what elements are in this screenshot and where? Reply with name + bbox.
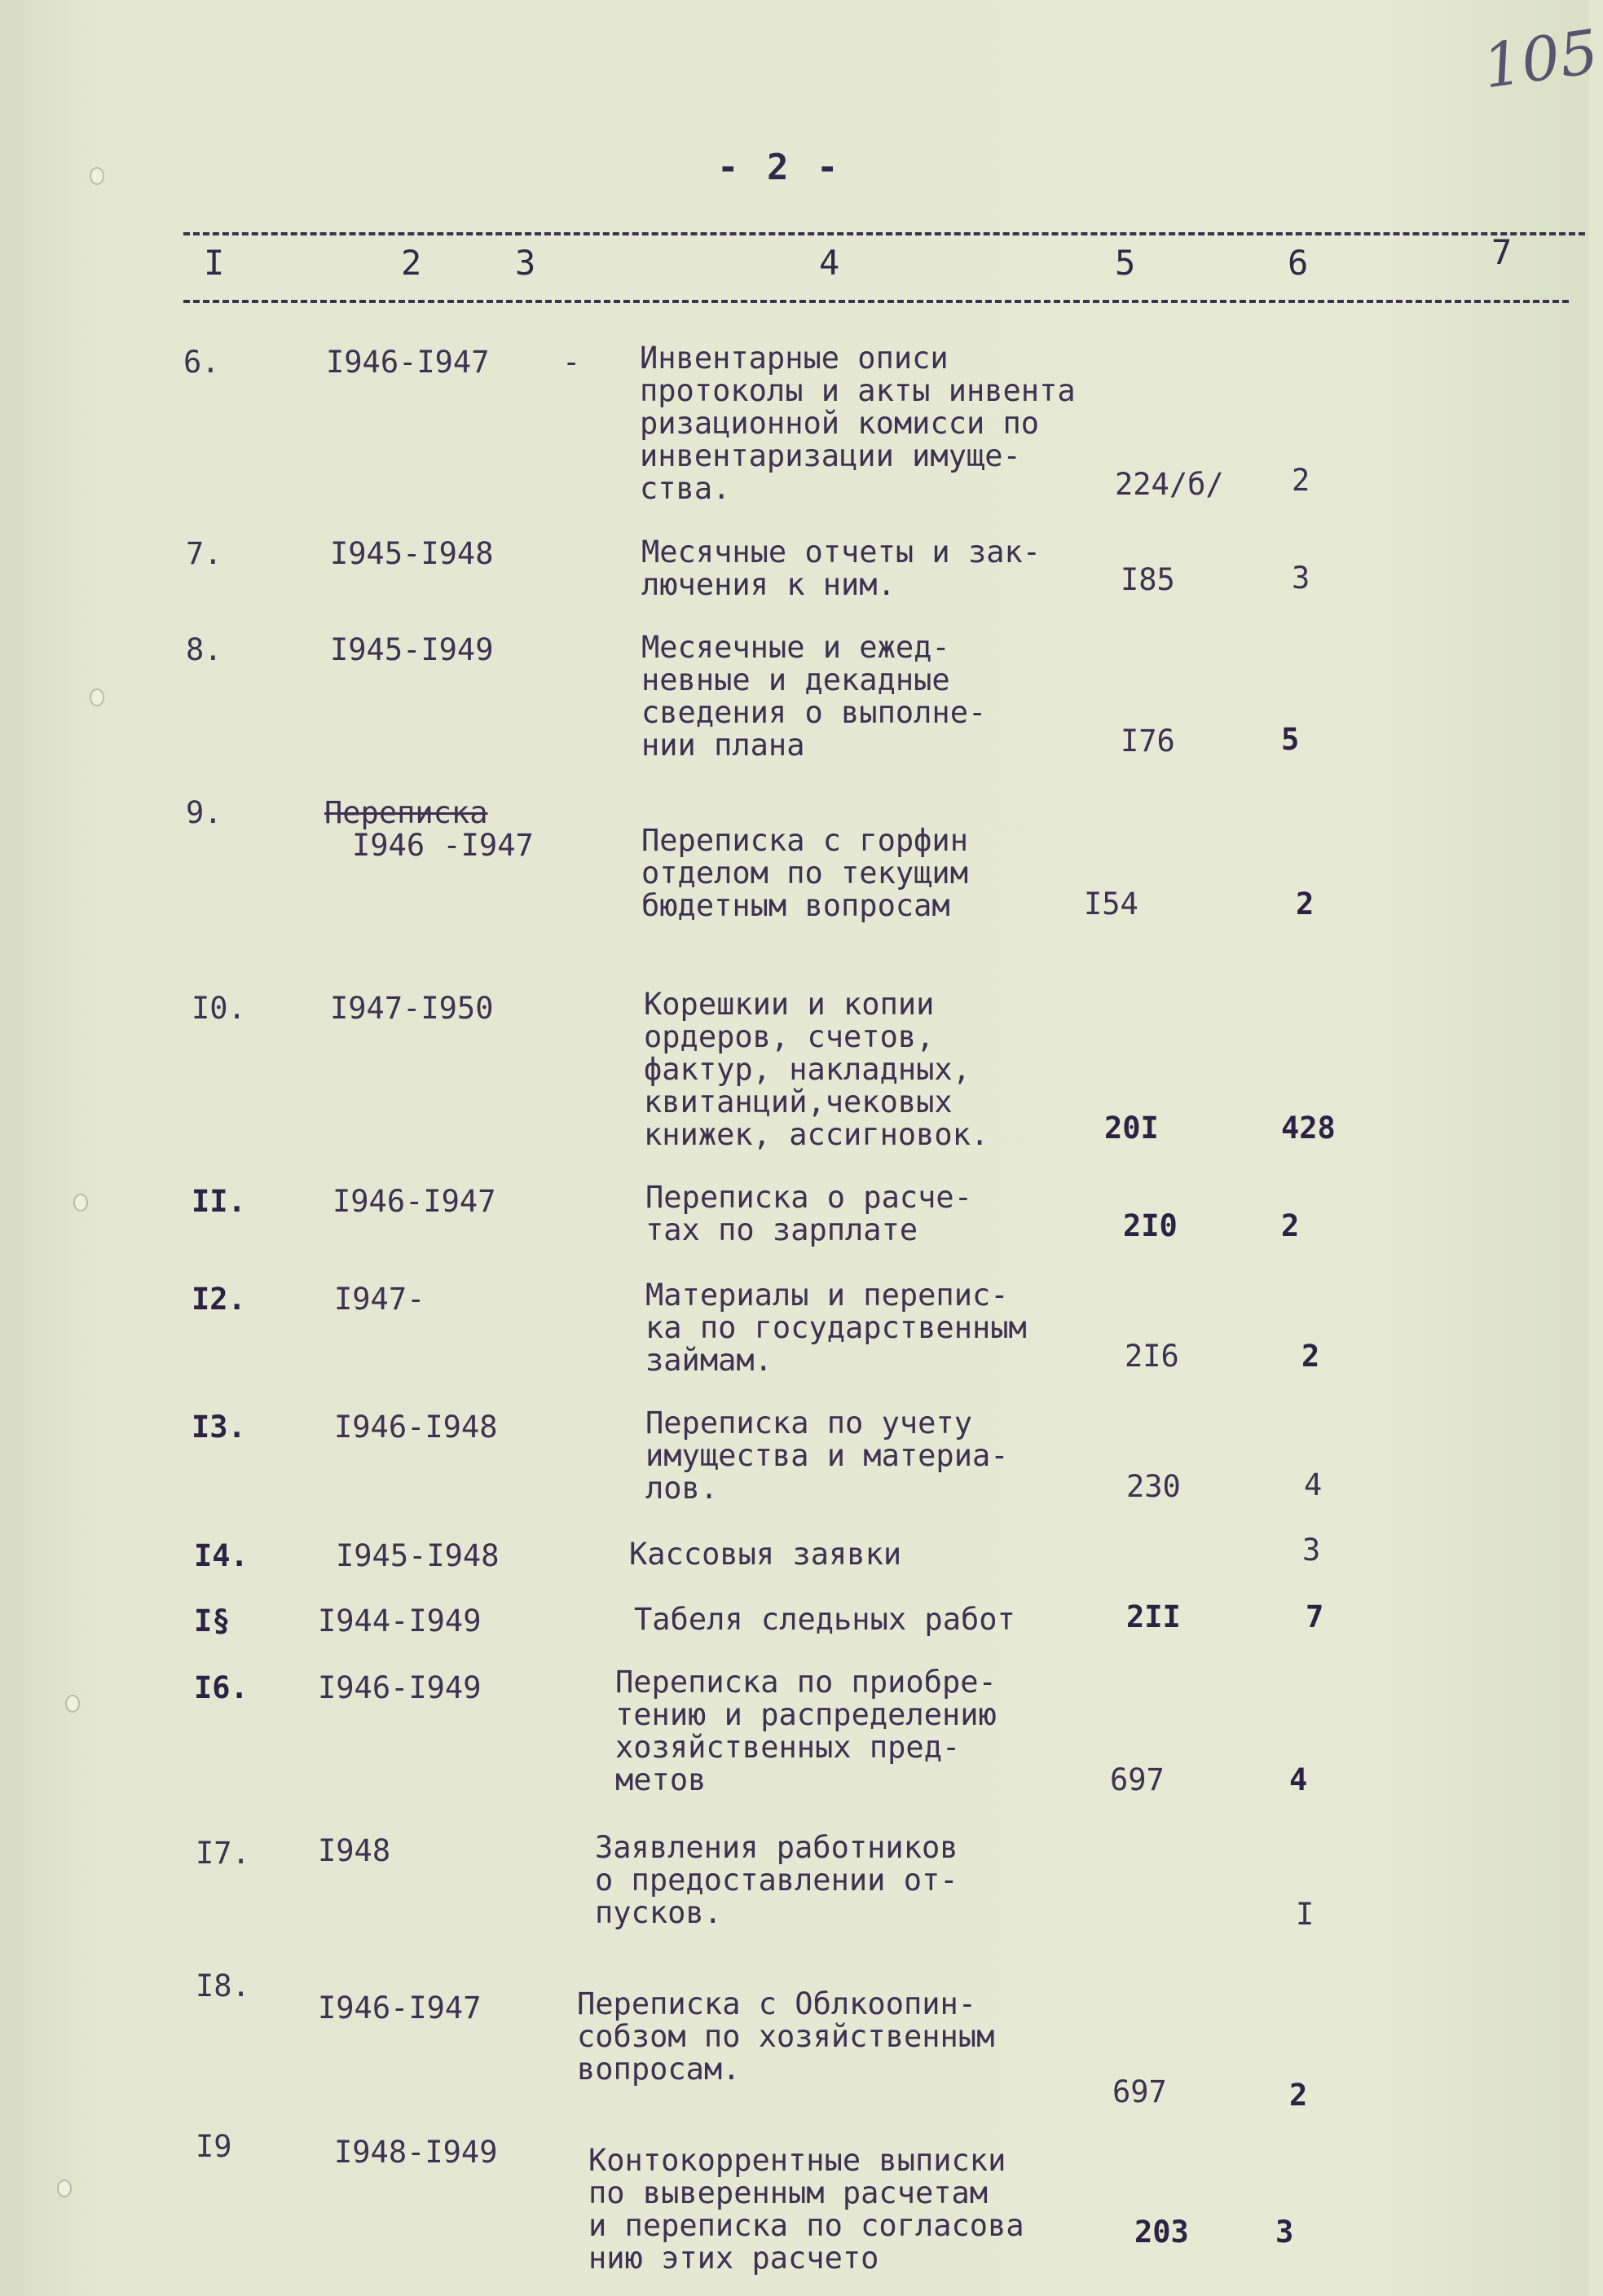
folio-number: 105 [1478, 16, 1603, 103]
row-number: I§ [194, 1603, 231, 1638]
row-col6: 428 [1281, 1111, 1336, 1146]
row-years: I948-I949 [334, 2135, 498, 2170]
row-description: Переписка с горфин отделом по текущим бюдетным вопросам [641, 823, 968, 923]
row-col6: 5 [1281, 722, 1300, 757]
row-description: Табеля следьных работ [634, 1602, 1015, 1637]
row-years: I945-I949 [330, 632, 494, 667]
row-number: I7. [196, 1836, 250, 1871]
row-col6: 2 [1296, 886, 1315, 921]
row-col5: 230 [1126, 1469, 1181, 1504]
column-header-5: 5 [1115, 243, 1136, 283]
row-col5: 697 [1110, 1762, 1165, 1797]
column-header-7: 7 [1491, 232, 1513, 272]
row-col6: 4 [1289, 1762, 1308, 1797]
row-col6: 7 [1306, 1599, 1324, 1634]
row-col5: I76 [1121, 724, 1175, 759]
row-description: Переписка по приобре- тению и распределению хозяйственных пред- метов [615, 1665, 997, 1797]
row-years: I946 -I947 [352, 828, 534, 863]
row-col6: I [1296, 1897, 1315, 1932]
column-header-6: 6 [1288, 243, 1309, 283]
row-number: 8. [186, 632, 222, 667]
row-col5: 224/б/ [1115, 467, 1224, 502]
row-col6: 2 [1301, 1339, 1320, 1374]
row-years-note: Переписка [324, 795, 488, 830]
row-description: Контокоррентные выписки по выверенным расчетам и переписка по согласова нию этих расчето [588, 2143, 1024, 2276]
row-description: Переписка с Облкоопин- собзом по хозяйственным вопросам. [577, 1986, 995, 2087]
row-col5: 2I0 [1123, 1208, 1178, 1243]
row-description: Кассовыя заявки [629, 1537, 902, 1572]
row-number: I0. [192, 991, 246, 1026]
row-col5: 697 [1112, 2074, 1167, 2109]
row-description: Заявления работников о предоставлении от- пусков. [595, 1830, 958, 1930]
row-description: Месячные отчеты и зак- лючения к ним. [641, 534, 1042, 602]
column-header-4: 4 [819, 243, 840, 283]
row-col6: 2 [1281, 1208, 1300, 1243]
column-header-1: I [204, 243, 225, 283]
column-header-2: 2 [401, 243, 422, 283]
row-years: I946-I949 [318, 1670, 482, 1705]
header-rule-top [183, 232, 1585, 235]
row-col5: 20I [1104, 1111, 1159, 1146]
row-description: Корешкии и копии ордеров, счетов, фактур, накладных, квитанций,чековых книжек, ассигновок. [644, 987, 989, 1152]
row-years: I946-I947 [318, 1990, 482, 2025]
punch-hole [90, 688, 104, 706]
row-years: I944-I949 [318, 1603, 482, 1638]
punch-hole [90, 167, 104, 185]
row-col6: 3 [1292, 561, 1310, 596]
row-number: I2. [192, 1282, 246, 1317]
row-number: I8. [196, 1968, 250, 2004]
column-header-3: 3 [515, 243, 536, 283]
row-description: Инвентарные описи протоколы и акты инвента ризационной комисси по инвентаризации имуще- ства. [640, 341, 1076, 506]
row-years: I945-I948 [336, 1538, 500, 1573]
row-col6: 4 [1304, 1467, 1323, 1502]
row-number: II. [192, 1184, 246, 1219]
row-col5: I54 [1084, 886, 1138, 921]
row-number: I4. [194, 1538, 249, 1573]
row-years: I946-I947 [326, 345, 490, 380]
row-description: Месяечные и ежед- невные и декадные сведения о выполне- нии плана [641, 630, 987, 763]
row-years: I946-I947 [332, 1184, 496, 1219]
punch-hole [57, 2179, 72, 2197]
row-number: 7. [186, 536, 222, 571]
page-number: - 2 - [717, 147, 842, 188]
row-years: I947- [334, 1282, 425, 1317]
row-number: 6. [183, 345, 220, 380]
header-rule-bottom [183, 300, 1569, 303]
row-description: Переписка о расче- тах по зарплате [645, 1180, 972, 1247]
punch-hole [73, 1194, 88, 1212]
row-col5: 2II [1126, 1599, 1181, 1634]
row-col5: I85 [1121, 562, 1175, 597]
row-col6: 2 [1292, 463, 1310, 498]
punch-hole [65, 1695, 80, 1713]
row-number: 9. [186, 795, 222, 830]
row-years: I946-I948 [334, 1410, 498, 1445]
row-col6: 2 [1289, 2078, 1308, 2113]
row-number: I9 [196, 2129, 232, 2164]
row-years: I947-I950 [330, 991, 494, 1026]
row-col5: 2I6 [1125, 1339, 1179, 1374]
row-number: I6. [194, 1670, 249, 1705]
row-years: I945-I948 [330, 536, 494, 571]
row-col6: 3 [1275, 2215, 1294, 2250]
row-col5: 203 [1134, 2215, 1189, 2250]
row-description: Переписка по учету имущества и материа- лов. [645, 1405, 1009, 1506]
row-number: I3. [192, 1410, 246, 1445]
row-col6: 3 [1302, 1533, 1321, 1568]
row-col3: - [562, 345, 581, 380]
row-years: I948 [318, 1833, 391, 1868]
row-description: Материалы и перепис- ка по государственным займам. [645, 1278, 1027, 1378]
